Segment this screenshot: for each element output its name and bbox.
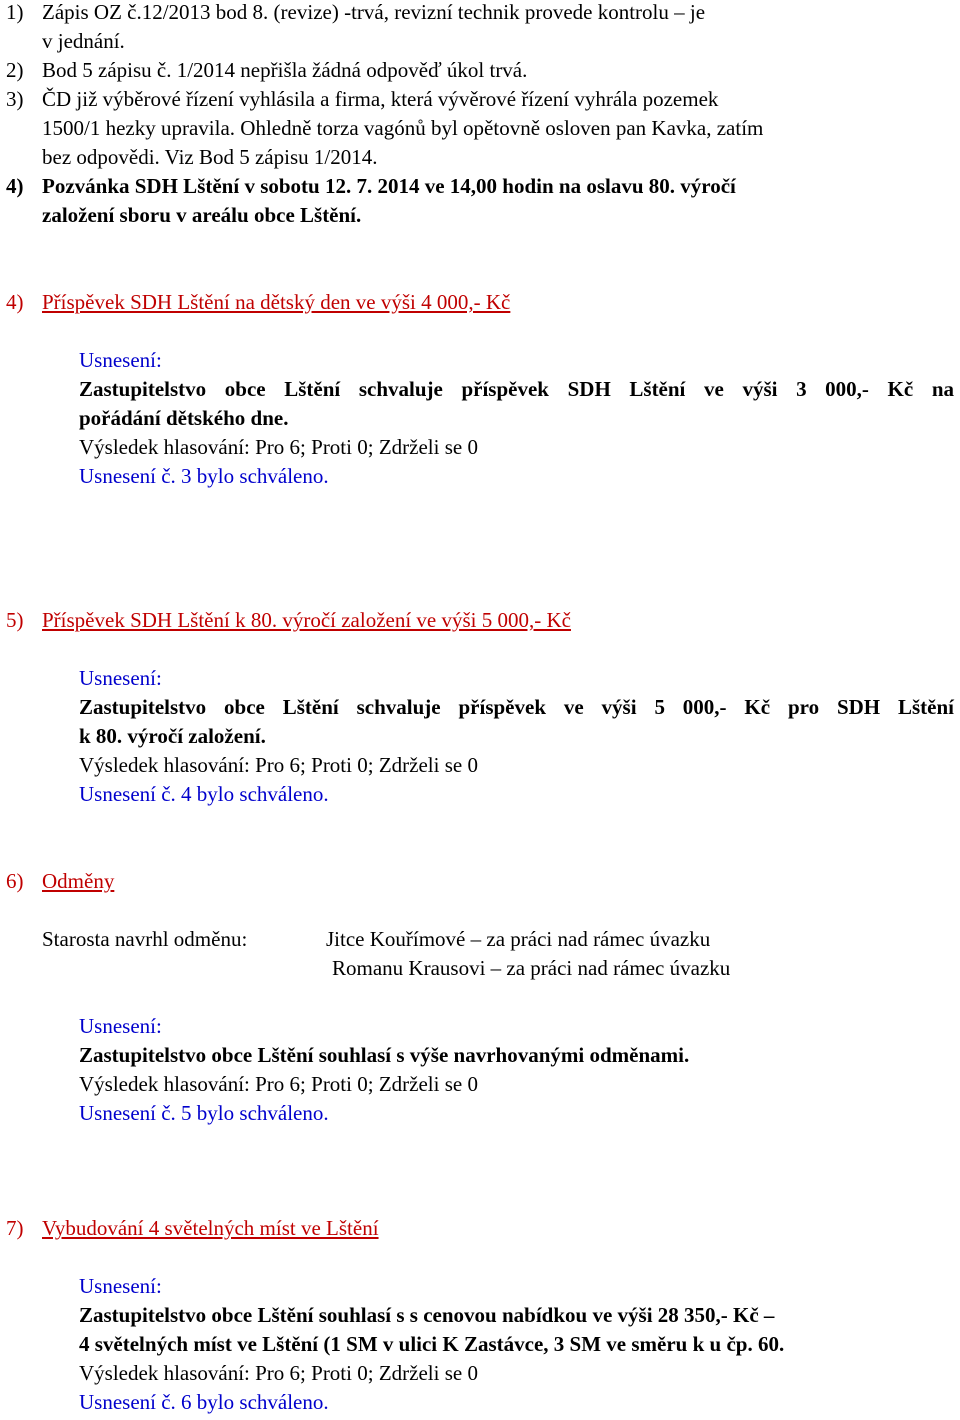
section-heading <box>6 288 510 317</box>
section-heading <box>6 867 114 896</box>
resolution-approved: Usnesení č. 5 bylo schváleno. <box>79 1101 329 1125</box>
resolution-approved: Usnesení č. 3 bylo schváleno. <box>79 464 329 488</box>
item-number: 1) <box>6 0 24 24</box>
resolution-text: Zastupitelstvo obce Lštění souhlasí s s cenovou nabídkou ve výši 28 350,- Kč – <box>79 1303 775 1327</box>
proposal-item: Jitce Kouřímové – za práci nad rámec úvazku <box>326 927 711 951</box>
resolution-approved: Usnesení č. 4 bylo schváleno. <box>79 782 329 806</box>
section-heading <box>6 606 571 635</box>
intro-item-3-cont: 1500/1 hezky upravila. Ohledně torza vagónů byl opětovně osloven pan Kavka, zatím <box>42 116 764 140</box>
resolution-text-cont: 4 světelných míst ve Lštění (1 SM v ulici K Zastávce, 3 SM ve směru k u čp. 60. <box>79 1332 785 1356</box>
vote-result: Výsledek hlasování: Pro 6; Proti 0; Zdrželi se 0 <box>79 753 478 777</box>
resolution-approved: Usnesení č. 6 bylo schváleno. <box>79 1390 329 1414</box>
section-title: Příspěvek SDH Lštění na dětský den ve výši 4 000,- Kč <box>42 290 511 314</box>
resolution-label: Usnesení: <box>79 1274 162 1298</box>
vote-result: Výsledek hlasování: Pro 6; Proti 0; Zdrželi se 0 <box>79 1072 478 1096</box>
proposal-label: Starosta navrhl odměnu: <box>42 927 248 951</box>
item-text: Bod 5 zápisu č. 1/2014 nepřišla žádná odpověď úkol trvá. <box>42 58 528 82</box>
section-number: 6) <box>6 869 24 893</box>
intro-item-4 <box>6 172 736 201</box>
intro-item-3 <box>6 85 718 114</box>
resolution-text-cont: pořádání dětského dne. <box>79 406 289 430</box>
intro-item-3-cont2: bez odpovědi. Viz Bod 5 zápisu 1/2014. <box>42 145 378 169</box>
resolution-label: Usnesení: <box>79 1014 162 1038</box>
resolution-label: Usnesení: <box>79 348 162 372</box>
section-number: 5) <box>6 608 24 632</box>
section-number: 7) <box>6 1216 24 1240</box>
proposal-item: Romanu Krausovi – za práci nad rámec úvazku <box>332 956 731 980</box>
section-number: 4) <box>6 290 24 314</box>
item-text: ČD již výběrové řízení vyhlásila a firma, která vývěrové řízení vyhrála pozemek <box>42 87 719 111</box>
item-number: 2) <box>6 58 24 82</box>
resolution-text-cont: k 80. výročí založení. <box>79 724 266 748</box>
item-number: 3) <box>6 87 24 111</box>
section-title: Příspěvek SDH Lštění k 80. výročí založení ve výši 5 000,- Kč <box>42 608 571 632</box>
item-text: Zápis OZ č.12/2013 bod 8. (revize) -trvá, revizní technik provede kontrolu – je <box>42 0 706 24</box>
resolution-text: Zastupitelstvo obce Lštění schvaluje příspěvek ve výši 5 000,- Kč pro SDH Lštění <box>79 695 954 719</box>
section-heading <box>6 1214 379 1243</box>
intro-item-4-cont: založení sboru v areálu obce Lštění. <box>42 203 362 227</box>
intro-item-1-cont: v jednání. <box>42 29 125 53</box>
intro-item-1 <box>6 0 705 27</box>
section-title: Vybudování 4 světelných míst ve Lštění <box>42 1216 379 1240</box>
section-title: Odměny <box>42 869 115 893</box>
item-number: 4) <box>6 174 24 198</box>
vote-result: Výsledek hlasování: Pro 6; Proti 0; Zdrželi se 0 <box>79 1361 478 1385</box>
resolution-text: Zastupitelstvo obce Lštění souhlasí s výše navrhovanými odměnami. <box>79 1043 690 1067</box>
item-text: Pozvánka SDH Lštění v sobotu 12. 7. 2014 ve 14,00 hodin na oslavu 80. výročí <box>42 174 736 198</box>
resolution-label: Usnesení: <box>79 666 162 690</box>
vote-result: Výsledek hlasování: Pro 6; Proti 0; Zdrželi se 0 <box>79 435 478 459</box>
resolution-text: Zastupitelstvo obce Lštění schvaluje příspěvek SDH Lštění ve výši 3 000,- Kč na <box>79 377 954 401</box>
intro-item-2 <box>6 56 527 85</box>
